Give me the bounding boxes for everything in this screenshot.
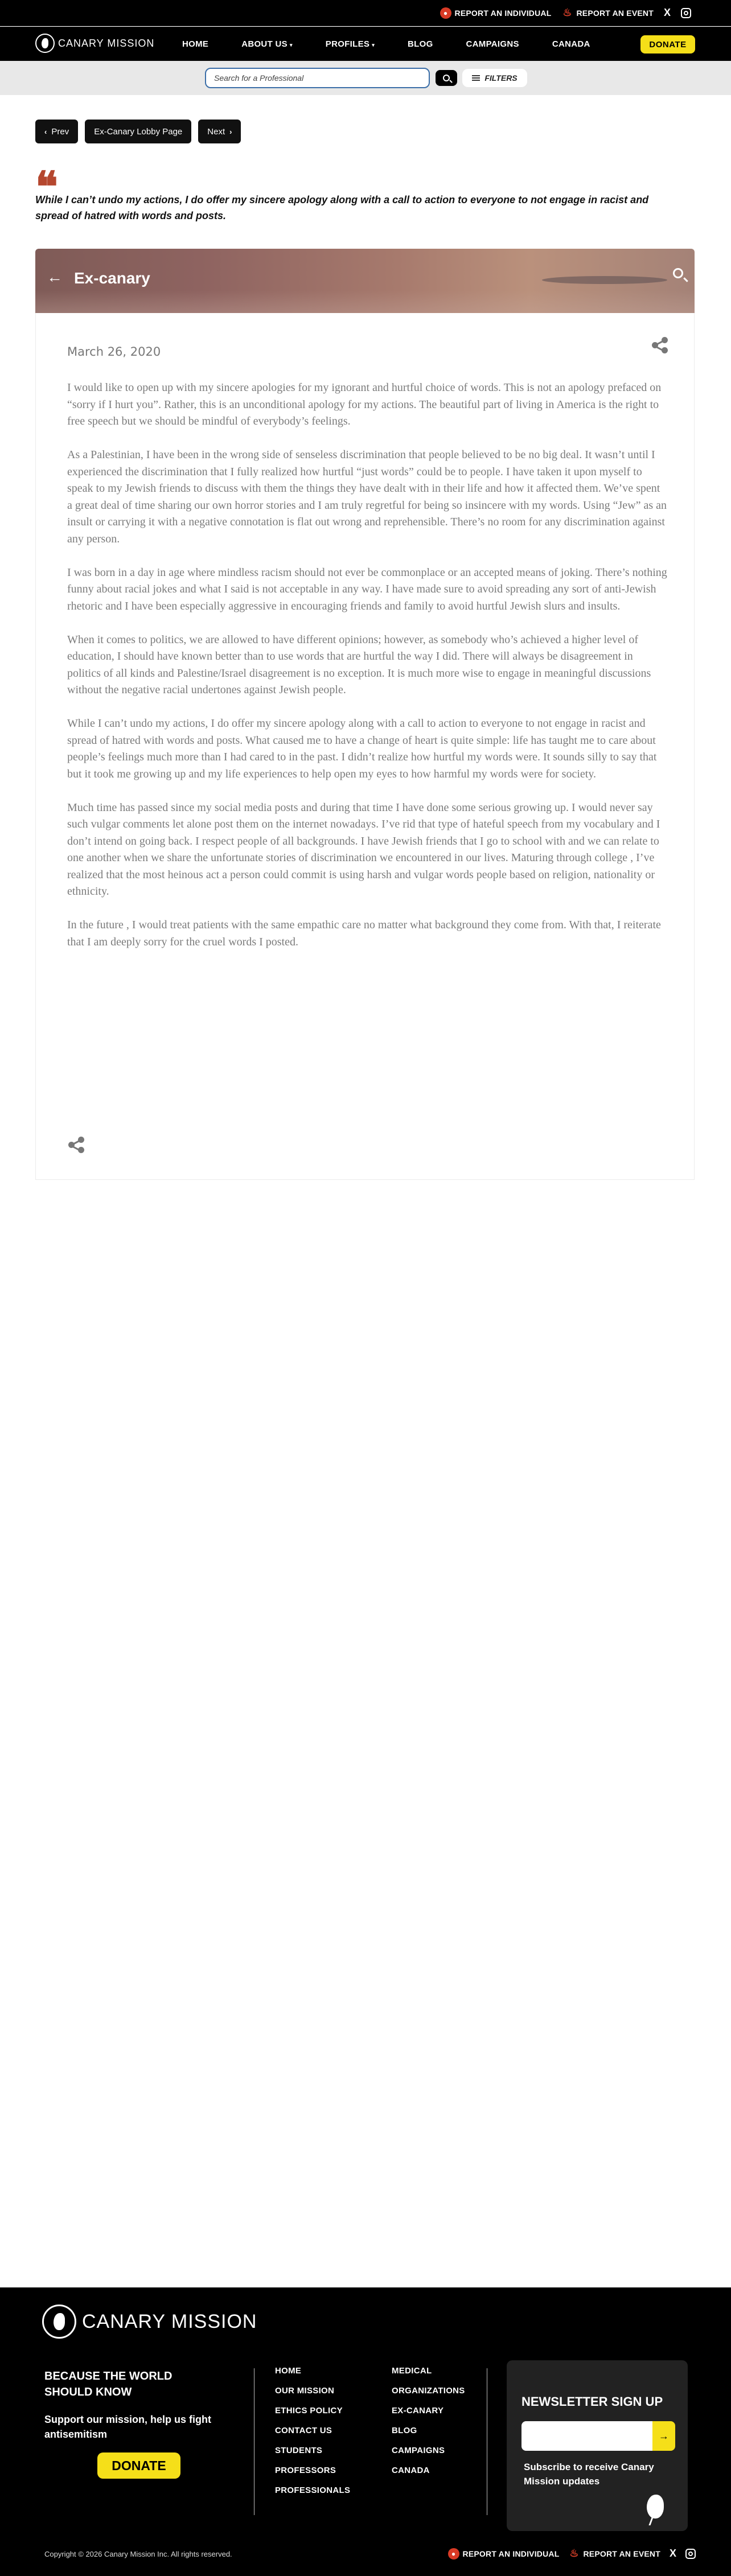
nav-menu xyxy=(182,27,590,61)
copyright-text: Copyright © 2026 Canary Mission Inc. All rights reserved. xyxy=(44,2550,232,2558)
lobby-page-button[interactable] xyxy=(85,120,191,143)
footer-link-organizations[interactable]: ORGANIZATIONS xyxy=(392,2386,465,2396)
chevron-left-icon: ‹ xyxy=(44,127,47,136)
footer-donate-button[interactable]: DONATE xyxy=(97,2452,180,2479)
main-navigation xyxy=(0,27,731,61)
next-label: Next xyxy=(207,126,225,137)
post-paragraph: While I can’t undo my actions, I do offer my sincere apology along with a call to action to everyone to not engage in racist and spread of hatred with words and posts. What caused me to have a change of heart is quite simple: life has taught me to care about people’s feelings much more than I had cared to in the past. I didn’t realize how hurtful my words were. It sounds silly to say that but it took me growing up and my life experiences to help open my eyes to how harmful my words were for society. xyxy=(67,717,657,780)
nav-item-profiles[interactable]: PROFILES ▾ xyxy=(325,39,375,49)
chevron-down-icon: ▾ xyxy=(289,42,293,48)
report-individual-link[interactable] xyxy=(448,2548,560,2559)
canary-bird-icon xyxy=(42,2305,76,2339)
top-utility-bar xyxy=(0,0,731,26)
report-event-link[interactable] xyxy=(568,2548,660,2559)
footer-link-our-mission[interactable]: OUR MISSION xyxy=(275,2386,335,2396)
footer-link-professors[interactable]: PROFESSORS xyxy=(275,2466,336,2475)
footer-link-blog[interactable]: BLOG xyxy=(392,2426,417,2435)
lobby-page-label: Ex-Canary Lobby Page xyxy=(94,126,183,137)
header-search-button[interactable] xyxy=(672,267,689,284)
post-paragraph: I was born in a day in age where mindless racism should not ever be commonplace or an accepted means of joking. There’s nothing funny about racial jokes and what I said is not acceptable in any way. I have made sure to avoid spreading any sort of anti-Jewish rhetoric and I have been especially aggressive in encouraging friends and family to avoid hurtful Jewish slurs and insults. xyxy=(67,566,667,612)
nav-item-canada[interactable]: CANADA xyxy=(552,39,590,49)
newsletter-box xyxy=(507,2360,688,2531)
search-icon xyxy=(673,268,683,278)
footer-support-text: Support our mission, help us fight antisemitism xyxy=(44,2414,211,2440)
chevron-down-icon: ▾ xyxy=(372,42,375,48)
filters-button[interactable] xyxy=(462,69,527,87)
chevron-right-icon: › xyxy=(229,127,232,136)
instagram-icon[interactable] xyxy=(681,8,691,18)
prev-button[interactable] xyxy=(35,120,78,143)
newsletter-submit-button[interactable] xyxy=(652,2421,675,2451)
post-paragraph: In the future , I would treat patients with the same empathic care no matter what background they come from. With that, I reiterate that I am deeply sorry for the cruel words I posted. xyxy=(67,919,661,948)
newsletter-email-field[interactable] xyxy=(521,2421,652,2451)
report-individual-label: REPORT AN INDIVIDUAL xyxy=(454,8,552,18)
share-icon[interactable] xyxy=(651,336,669,354)
instagram-icon[interactable] xyxy=(685,2549,696,2559)
search-bar xyxy=(0,61,731,95)
post-body xyxy=(67,380,668,968)
canary-bird-icon xyxy=(35,34,55,53)
site-footer xyxy=(0,2287,731,2576)
search-icon xyxy=(443,75,450,81)
footer-tagline: BECAUSE THE WORLD SHOULD KNOW xyxy=(44,2370,173,2398)
footer-logo-wordmark: CANARY MISSION xyxy=(82,2310,257,2332)
nav-item-about-us[interactable]: ABOUT US ▾ xyxy=(241,39,293,49)
nav-item-home[interactable]: HOME xyxy=(182,39,209,49)
sliders-icon xyxy=(472,75,480,81)
post-paragraph: I would like to open up with my sincere apologies for my ignorant and hurtful choice of words. This is not an apology prefaced on “sorry if I hurt you”. Rather, this is an unconditional apology for my actions. The beautiful part of living in America is the right to free speech but we should be mindful of everybody’s feelings. xyxy=(67,381,662,427)
pull-quote: While I can’t undo my actions, I do offer my sincere apology along with a call to action to everyone to not engage in racist and spread of hatred with words and posts. xyxy=(35,194,649,221)
report-individual-link[interactable] xyxy=(440,7,552,19)
footer-link-ex-canary[interactable]: EX-CANARY xyxy=(392,2406,444,2415)
profile-header xyxy=(35,249,695,313)
flame-icon: ♨ xyxy=(562,7,572,18)
x-social-icon[interactable]: X xyxy=(669,2548,676,2559)
profile-pager xyxy=(35,120,241,143)
user-alert-icon: ● xyxy=(448,2548,459,2559)
search-button[interactable] xyxy=(436,70,457,86)
prev-label: Prev xyxy=(51,126,69,137)
utility-links xyxy=(440,7,691,19)
donate-button[interactable]: DONATE xyxy=(640,35,695,54)
newsletter-title: NEWSLETTER SIGN UP xyxy=(521,2394,663,2409)
canary-bird-icon xyxy=(642,2489,667,2523)
header-background xyxy=(35,290,695,313)
post-date: March 26, 2020 xyxy=(67,345,161,359)
quote-mark-icon: ❝ xyxy=(35,163,58,212)
footer-link-professionals[interactable]: PROFESSIONALS xyxy=(275,2486,351,2495)
user-alert-icon: ● xyxy=(440,7,451,19)
back-arrow-icon[interactable]: ← xyxy=(47,268,63,286)
report-individual-label: REPORT AN INDIVIDUAL xyxy=(462,2549,560,2558)
footer-link-contact-us[interactable]: CONTACT US xyxy=(275,2426,332,2435)
footer-links-column-1 xyxy=(275,2366,350,2497)
share-icon[interactable] xyxy=(67,1135,85,1154)
footer-links-column-2 xyxy=(392,2366,465,2478)
report-event-label: REPORT AN EVENT xyxy=(576,8,654,18)
filters-label: FILTERS xyxy=(484,73,518,83)
post-card xyxy=(35,313,695,1180)
post-paragraph: When it comes to politics, we are allowed to have different opinions; however, as somebody who’s achieved a higher level of education, I should have known better than to use words that are hurtful the way I did. There will always be disagreement in politics of all kinds and Palestine/Israel disagreement is no exception. It is much more wise to engage in meaningful discussions without the negative racial undertones against Jewish people. xyxy=(67,633,651,696)
footer-link-canada[interactable]: CANADA xyxy=(392,2466,430,2475)
report-event-link[interactable] xyxy=(561,7,654,19)
arrow-right-icon: → xyxy=(659,2430,669,2442)
header-background-cloud xyxy=(542,276,667,284)
site-logo[interactable] xyxy=(35,34,154,53)
footer-logo[interactable] xyxy=(42,2305,257,2339)
profile-title: Ex-canary xyxy=(74,269,150,287)
report-event-label: REPORT AN EVENT xyxy=(583,2549,660,2558)
footer-utility-links xyxy=(448,2548,696,2559)
footer-link-medical[interactable]: MEDICAL xyxy=(392,2366,432,2376)
search-input[interactable] xyxy=(205,68,430,88)
footer-link-home[interactable]: HOME xyxy=(275,2366,302,2376)
newsletter-subtext: Subscribe to receive Canary Mission updates xyxy=(524,2462,654,2487)
footer-link-students[interactable]: STUDENTS xyxy=(275,2446,323,2455)
footer-link-ethics-policy[interactable]: ETHICS POLICY xyxy=(275,2406,343,2415)
x-social-icon[interactable]: X xyxy=(663,7,671,18)
post-paragraph: Much time has passed since my social media posts and during that time I have done some serious growing up. I would never say such vulgar comments let alone post them on the internet nowadays. I’ve rid that type of hateful speech from my vocabulary and I don’t intend on going back. I respect people of all backgrounds. I have Jewish friends that I go to school with and we can relate to one another when we share the unfortunate stories of discrimination we encountered in our lives. Maturing through college , I’ve realized that the most heinous act a person could commit is using harsh and vulgar words people based on religion, nationality or ethnicity. xyxy=(67,801,660,898)
post-paragraph: As a Palestinian, I have been in the wrong side of senseless discrimination that people believed to be no big deal. It wasn’t until I experienced the discrimination that I fully realized how hurtful “just words” could be to people. I have taken it upon myself to speak to my Jewish friends to discuss with them the things they have dealt with in their life and how it affected them. We’ve spent a great deal of time sharing our own horror stories and I am truly regretful for being so insincere with my words. Using “Jew” as an insult or carrying it with a negative connotation is flat out wrong and reprehensible. There’s no room for any discrimination against any person. xyxy=(67,448,667,545)
flame-icon: ♨ xyxy=(569,2548,579,2559)
next-button[interactable] xyxy=(198,120,241,143)
footer-link-campaigns[interactable]: CAMPAIGNS xyxy=(392,2446,445,2455)
nav-item-blog[interactable]: BLOG xyxy=(408,39,433,49)
nav-item-campaigns[interactable]: CAMPAIGNS xyxy=(466,39,519,49)
logo-wordmark: CANARY MISSION xyxy=(58,37,155,49)
